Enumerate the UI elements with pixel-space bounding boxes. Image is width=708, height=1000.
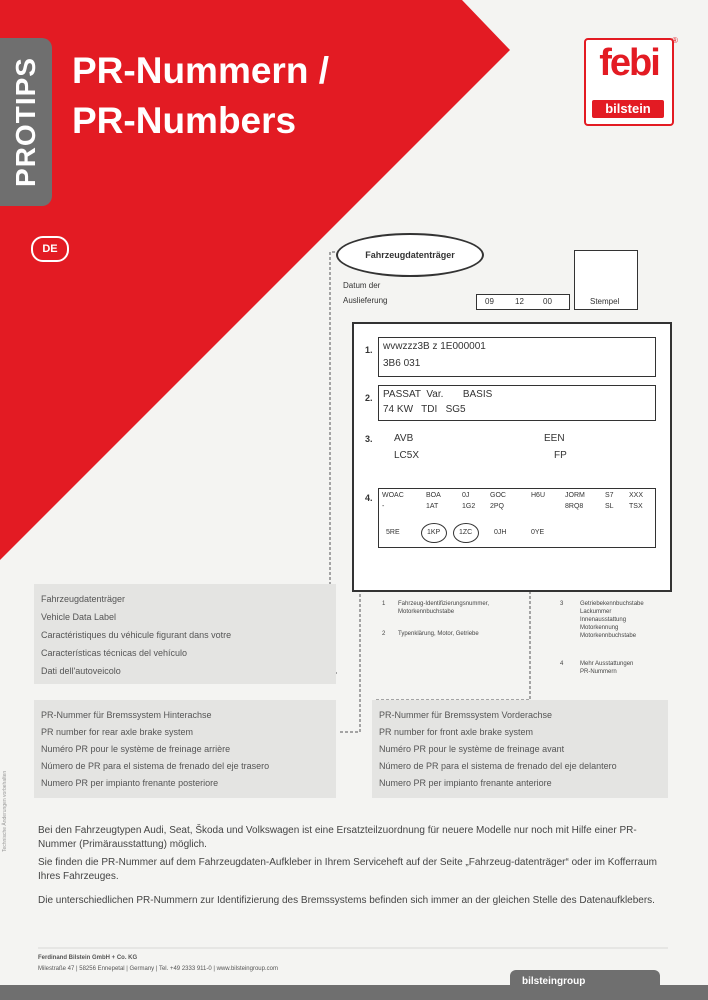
vehicle-box-line: Vehicle Data Label	[41, 612, 117, 622]
vin-code-text: 3B6 031	[383, 358, 421, 369]
front-box-line: Numero PR per impianto frenante anteriore	[379, 778, 552, 788]
front-brake-info-box	[372, 700, 668, 798]
row4-number: 4.	[365, 493, 373, 503]
protips-tab	[0, 38, 52, 206]
footer-brand: bilsteingroup	[522, 976, 586, 987]
rear-box-line: PR number for rear axle brake system	[41, 727, 194, 737]
logo-bilstein-text: bilstein	[592, 100, 664, 118]
label-title: Fahrzeugdatenträger	[365, 250, 455, 260]
legend-text-4: Mehr Ausstattungen PR-Nummern	[580, 661, 634, 675]
legend-num-2: 2	[382, 631, 386, 637]
date-part-month: 12	[515, 297, 524, 306]
pr-code: 1G2	[462, 503, 476, 510]
protips-label: PROTIPS	[10, 57, 41, 187]
body-paragraph-2: Sie finden die PR-Nummer auf dem Fahrzeugdaten-Aufkleber in Ihrem Serviceheft auf der Seite „Fahrzeug-datenträger“ oder im Kofferraum Ihres Fahrzeuges.	[38, 857, 658, 882]
vehicle-data-label-box	[34, 584, 336, 684]
stamp-box	[574, 250, 638, 310]
front-box-line: Numéro PR pour le système de freinage avant	[379, 744, 565, 754]
row2-box	[378, 385, 656, 421]
front-brake-highlight-circle	[453, 523, 479, 543]
front-box-line: Número de PR para el sistema de frenado del eje delantero	[379, 761, 617, 771]
pr-code: XXX	[629, 492, 644, 499]
pr-code: TSX	[629, 503, 643, 510]
vehicle-box-line: Características técnicas del vehículo	[41, 648, 188, 658]
legend-text-1: Fahrzeug-Identifizierungsnummer, Motorkennbuchstabe	[398, 601, 490, 615]
pr-code-front-brake: 1ZC	[459, 529, 473, 536]
legend-text-3: Getriebekennbuchstabe Lackummer Innenausstattung Motorkennung Motorkennbuchstabe	[580, 601, 644, 639]
pr-code-rear-brake: 1KP	[427, 529, 441, 536]
pr-code: SL	[605, 503, 614, 510]
pr-code: 8RQ8	[565, 503, 584, 510]
pr-code: GOC	[490, 492, 506, 499]
front-box-line: PR number for front axle brake system	[379, 727, 534, 737]
pr-code: JORM	[565, 492, 585, 499]
logo-febi-text: febi	[599, 42, 659, 84]
side-disclaimer: Technische Änderungen vorbehalten	[2, 770, 8, 852]
delivery-date-box	[476, 294, 570, 310]
pr-code: 1AT	[426, 503, 439, 510]
legend-text-2: Typenklärung, Motor, Getriebe	[398, 631, 479, 637]
pr-code: BOA	[426, 492, 441, 499]
body-paragraph-1: Bei den Fahrzeugtypen Audi, Seat, Škoda und Volkswagen ist eine Ersatzteilzuordnung für neuere Modelle nur noch mit Hilfe einer PR-Nummer (Primärausstattung) möglich.	[38, 825, 637, 850]
auslieferung-label: Auslieferung	[343, 296, 388, 305]
legend-num-1: 1	[382, 601, 386, 607]
row1-number: 1.	[365, 345, 373, 355]
engine-code-text: AVB	[394, 433, 414, 444]
gearbox-code-text: LC5X	[394, 450, 420, 461]
vehicle-box-line: Fahrzeugdatenträger	[41, 594, 126, 604]
model-text: PASSAT Var. BASIS	[383, 389, 493, 400]
paint-code-text: EEN	[544, 433, 565, 444]
label-title-ellipse	[336, 233, 484, 277]
pr-code: S7	[605, 492, 614, 499]
pr-code: WOAC	[382, 492, 404, 499]
legend-num-3: 3	[560, 601, 564, 607]
footer-address: Milestraße 47 | 58256 Ennepetal | Germany | Tel. +49 2333 911-0 | www.bilsteingroup.com	[38, 966, 278, 972]
febi-logo	[584, 38, 674, 126]
pr-code: 5RE	[386, 529, 400, 536]
date-part-year: 00	[543, 297, 552, 306]
pr-code: 0J	[462, 492, 470, 499]
stamp-label: Stempel	[590, 297, 620, 306]
vehicle-box-line: Caractéristiques du véhicule figurant dans votre	[41, 630, 232, 640]
engine-text: 74 KW TDI SG5	[383, 404, 466, 415]
rear-brake-highlight-circle	[421, 523, 447, 543]
date-part-day: 09	[485, 297, 494, 306]
pr-code: -	[382, 503, 385, 510]
footer-company: Ferdinand Bilstein GmbH + Co. KG	[38, 955, 138, 961]
pr-code: 0JH	[494, 529, 507, 536]
rear-box-line: Número de PR para el sistema de frenado del eje trasero	[41, 761, 270, 771]
pr-code: H6U	[531, 492, 546, 499]
rear-box-line: Numero PR per impianto frenante posteriore	[41, 778, 219, 788]
row3-number: 3.	[365, 434, 373, 444]
vin-text: wvwzzz3B z 1E000001	[383, 341, 486, 352]
registered-mark: ®	[672, 36, 678, 45]
pr-code: 0YE	[531, 529, 545, 536]
row2-number: 2.	[365, 393, 373, 403]
vehicle-box-line: Dati dell'autoveicolo	[41, 666, 121, 676]
page-title-line1: PR-Nummern /	[72, 50, 329, 91]
page-title-line2: PR-Numbers	[72, 100, 297, 141]
language-badge: DE	[31, 236, 69, 262]
rear-brake-info-box	[34, 700, 336, 798]
footer-brand-tab	[510, 970, 660, 1000]
datum-label: Datum der	[343, 281, 381, 290]
rear-box-line: PR-Nummer für Bremssystem Hinterachse	[41, 710, 212, 720]
legend-num-4: 4	[560, 661, 564, 667]
front-box-line: PR-Nummer für Bremssystem Vorderachse	[379, 710, 553, 720]
pr-code-box	[378, 488, 656, 548]
body-paragraph-3: Die unterschiedlichen PR-Nummern zur Identifizierung des Bremssystems befinden sich immer an der gleichen Stelle des Datenaufklebers.	[38, 895, 655, 906]
interior-code-text: FP	[554, 450, 567, 461]
pr-code: 2PQ	[490, 503, 505, 510]
rear-box-line: Numéro PR pour le système de freinage arrière	[41, 744, 231, 754]
row1-box	[378, 337, 656, 377]
